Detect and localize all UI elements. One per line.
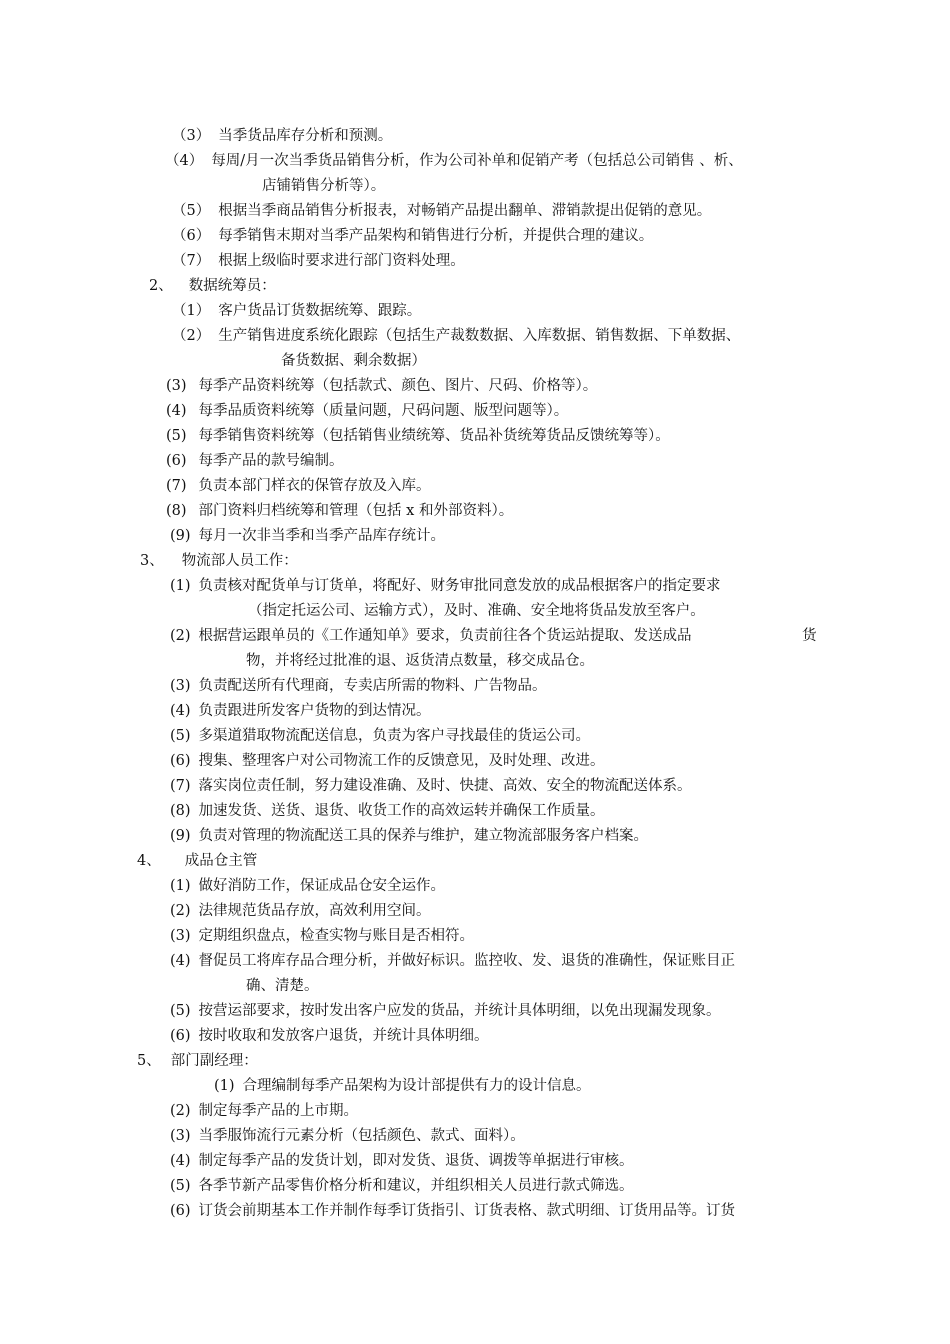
item-number: (4) [170,1153,191,1169]
list-item [170,676,547,696]
item-text: 订货会前期基本工作并制作每季订货指引、订货表格、款式明细、订货用品等。订货 [198,1203,736,1219]
item-text: 搜集、整理客户对公司物流工作的反馈意见，及时处理、改进。 [198,753,605,769]
list-item-continuation [248,601,705,621]
list-item-continuation [262,176,385,196]
item-text: 每季销售末期对当季产品架构和销售进行分析，并提供合理的建议。 [218,228,654,244]
item-number: (2) [170,1103,191,1119]
item-number: (5) [166,428,187,444]
item-number: （1） [172,303,211,319]
list-item [170,751,605,771]
list-item [170,1176,634,1196]
section-heading [137,851,257,871]
item-number: (4) [170,953,191,969]
item-number: (3) [170,928,191,944]
list-item [166,451,344,471]
section-number: 3、 [140,553,164,569]
list-item [165,151,743,171]
section-title: 物流部人员工作： [181,553,298,569]
item-number: (7) [170,778,191,794]
section-title: 数据统筹员： [188,278,276,294]
item-number: （2） [172,328,211,344]
item-number: (6) [170,753,191,769]
item-text: 每周/月一次当季货品销售分析，作为公司补单和促销产考（包括总公司销售 、析、 [211,153,743,169]
item-text: 加速发货、送货、退货、收货工作的高效运转并确保工作质量。 [198,803,605,819]
item-text: 货 [802,628,817,644]
list-item [170,526,445,546]
list-item [170,926,474,946]
item-number: (5) [170,1178,191,1194]
item-text: 店铺销售分析等）。 [262,178,386,194]
item-text: 生产销售进度系统化跟踪（包括生产裁数数据、入库数据、销售数据、下单数据、 [218,328,741,344]
list-item [170,1001,721,1021]
list-item [170,901,431,921]
item-number: (2) [170,628,191,644]
list-item [214,1076,591,1096]
list-item [170,1026,489,1046]
item-number: (3) [166,378,187,394]
item-number: (6) [170,1028,191,1044]
item-text: 多渠道猎取物流配送信息，负责为客户寻找最佳的货运公司。 [198,728,591,744]
item-number: (9) [170,528,191,544]
item-text: 督促员工将库存品合理分析，并做好标识。监控收、发、退货的准确性，保证账目正 [198,953,736,969]
section-number: 2、 [149,278,173,294]
item-text: 负责配送所有代理商，专卖店所需的物料、广告物品。 [198,678,547,694]
item-text: 法律规范货品存放，高效利用空间。 [198,903,431,919]
item-text: 当季服饰流行元素分析（包括颜色、款式、面料）。 [198,1128,525,1144]
item-text: 备货数据、剩余数据） [281,353,426,369]
item-text: （指定托运公司、运输方式），及时、准确、安全地将货品发放至客户。 [248,603,705,619]
list-item [170,801,605,821]
item-text: 制定每季产品的发货计划，即对发货、退货、调拨等单据进行审核。 [198,1153,634,1169]
list-item [166,476,431,496]
section-heading [140,551,298,571]
list-item [172,201,711,221]
list-item [170,776,692,796]
item-text: 定期组织盘点，检查实物与账目是否相符。 [198,928,475,944]
item-text: 确、清楚。 [246,978,319,994]
item-text: 每季产品资料统筹（包括款式、颜色、图片、尺码、价格等）。 [198,378,598,394]
item-text: 各季节新产品零售价格分析和建议，并组织相关人员进行款式筛选。 [198,1178,634,1194]
item-number: (8) [166,503,187,519]
list-item [170,1201,735,1221]
item-number: (2) [170,903,191,919]
item-text: 每季产品的款号编制。 [198,453,344,469]
item-number: (1) [214,1078,235,1094]
item-text: 制定每季产品的上市期。 [198,1103,359,1119]
list-item [170,576,721,596]
section-title: 成品仓主管 [184,853,258,869]
list-item [170,1126,525,1146]
item-number: (1) [170,578,191,594]
item-text: 按营运部要求，按时发出客户应发的货品，并统计具体明细，以免出现漏发现象。 [198,1003,721,1019]
list-item [166,376,597,396]
item-text: 落实岗位责任制，努力建设准确、及时、快捷、高效、安全的物流配送体系。 [198,778,692,794]
list-item [170,626,692,646]
item-text: 每月一次非当季和当季产品库存统计。 [198,528,446,544]
section-number: 4、 [137,853,161,869]
item-number: （7） [172,253,211,269]
section-title: 部门副经理： [170,1053,258,1069]
section-number: 5、 [137,1053,161,1069]
item-text: 负责核对配货单与订货单，将配好、财务审批同意发放的成品根据客户的指定要求 [198,578,721,594]
item-text: 部门资料归档统筹和管理（包括 x 和外部资料）。 [198,503,514,519]
list-item-fragment [802,626,817,646]
item-text: 当季货品库存分析和预测。 [218,128,393,144]
list-item [166,501,513,521]
list-item [170,876,445,896]
list-item [166,401,568,421]
list-item-continuation [246,976,319,996]
list-item [170,1101,358,1121]
item-text: 根据上级临时要求进行部门资料处理。 [218,253,465,269]
section-heading [149,276,276,296]
item-number: (6) [166,453,187,469]
list-item [170,826,648,846]
item-text: 做好消防工作，保证成品仓安全运作。 [198,878,446,894]
item-number: (5) [170,728,191,744]
item-number: （4） [165,153,204,169]
item-text: 负责对管理的物流配送工具的保养与维护，建立物流部服务客户档案。 [198,828,649,844]
item-number: (4) [166,403,187,419]
item-text: 客户货品订货数据统筹、跟踪。 [218,303,422,319]
item-number: (5) [170,1003,191,1019]
section-heading [137,1051,258,1071]
list-item [172,301,421,321]
item-text: 每季销售资料统筹（包括销售业绩统筹、货品补货统筹货品反馈统筹等）。 [198,428,670,444]
item-number: （5） [172,203,211,219]
item-number: (6) [170,1203,191,1219]
item-number: （3） [172,128,211,144]
list-item-continuation [281,351,426,371]
item-number: (4) [170,703,191,719]
list-item-continuation [246,651,594,671]
item-number: (7) [166,478,187,494]
list-item [172,226,653,246]
item-text: 根据营运跟单员的《工作通知单》要求，负责前往各个货运站提取、发送成品 [198,628,692,644]
list-item [170,1151,634,1171]
item-text: 负责跟进所发客户货物的到达情况。 [198,703,431,719]
item-text: 物，并将经过批准的退、返货清点数量，移交成品仓。 [246,653,594,669]
list-item [172,251,465,271]
item-number: (3) [170,678,191,694]
item-text: 按时收取和发放客户退货，并统计具体明细。 [198,1028,489,1044]
item-text: 每季品质资料统筹（质量问题，尺码问题、版型问题等）。 [198,403,569,419]
item-number: (3) [170,1128,191,1144]
list-item [170,951,735,971]
item-text: 根据当季商品销售分析报表，对畅销产品提出翻单、滞销款提出促销的意见。 [218,203,712,219]
item-number: （6） [172,228,211,244]
item-number: (8) [170,803,191,819]
item-text: 负责本部门样衣的保管存放及入库。 [198,478,431,494]
list-item [172,326,740,346]
list-item [170,726,590,746]
item-number: (1) [170,878,191,894]
list-item [172,126,392,146]
list-item [166,426,670,446]
item-text: 合理编制每季产品架构为设计部提供有力的设计信息。 [242,1078,591,1094]
list-item [170,701,431,721]
item-number: (9) [170,828,191,844]
